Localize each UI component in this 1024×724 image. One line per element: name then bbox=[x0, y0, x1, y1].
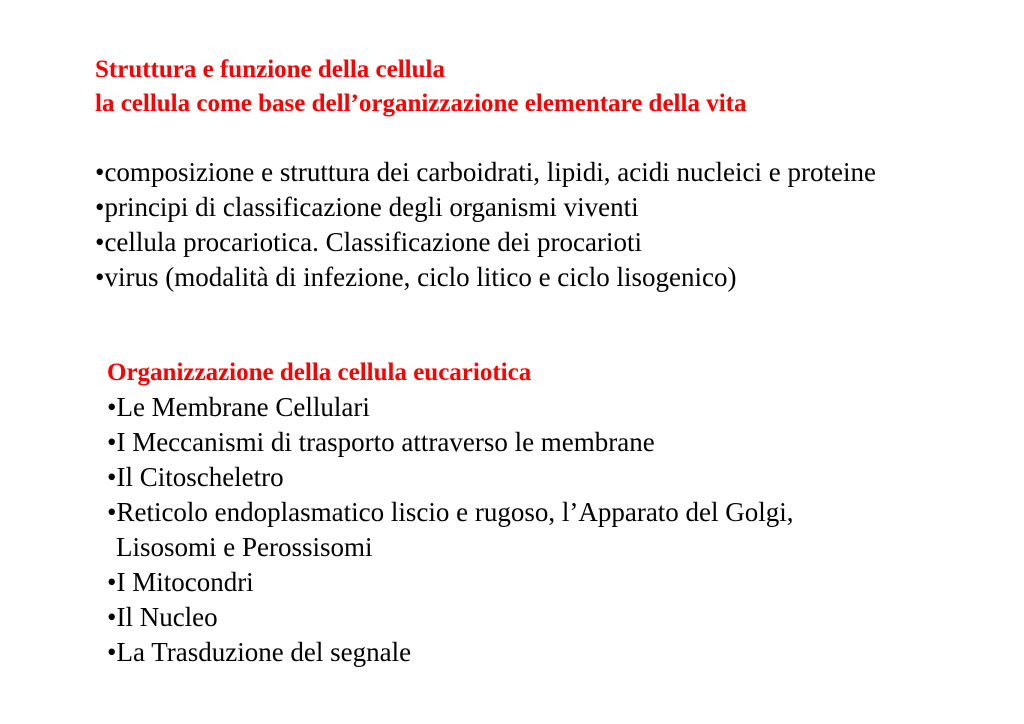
list-item-cytoskeleton: •Il Citoscheletro bbox=[107, 462, 284, 492]
list-item-signal-transduction: •La Trasduzione del segnale bbox=[107, 637, 412, 667]
list-item-virus: •virus (modalità di infezione, ciclo litico e ciclo lisogenico) bbox=[95, 262, 737, 292]
list-item-nucleus: •Il Nucleo bbox=[107, 602, 218, 632]
bullet-list-cell-topics bbox=[95, 155, 995, 295]
list-item-reticulum: •Reticolo endoplasmatico liscio e rugoso, l’Apparato del Golgi, bbox=[107, 497, 794, 527]
list-item-prokaryotic-cell: •cellula procariotica. Classificazione dei procarioti bbox=[95, 227, 642, 257]
list-item-continuation-text: Lisosomi e Perossisomi bbox=[116, 532, 373, 562]
list-item-membranes: •Le Membrane Cellulari bbox=[107, 392, 370, 422]
list-item-mitochondria: •I Mitocondri bbox=[107, 567, 254, 597]
bullet-list-eukaryotic-topics bbox=[107, 390, 987, 670]
section-eukaryotic-cell bbox=[107, 356, 987, 670]
section-title-line-1: Struttura e funzione della cellula bbox=[95, 56, 445, 83]
list-item-composition: •composizione e struttura dei carboidrati, lipidi, acidi nucleici e proteine bbox=[95, 157, 876, 187]
spacer bbox=[95, 121, 995, 155]
list-item-transport: •I Meccanismi di trasporto attraverso le membrane bbox=[107, 427, 655, 457]
section-cell-structure bbox=[95, 53, 995, 295]
section-title-eukaryotic: Organizzazione della cellula eucariotica bbox=[107, 359, 532, 386]
list-item-reticulum-continued bbox=[107, 530, 987, 565]
section-title-line-2: la cellula come base dell’organizzazione elementare della vita bbox=[95, 90, 747, 117]
list-item-classification: •principi di classificazione degli organismi viventi bbox=[95, 192, 639, 222]
